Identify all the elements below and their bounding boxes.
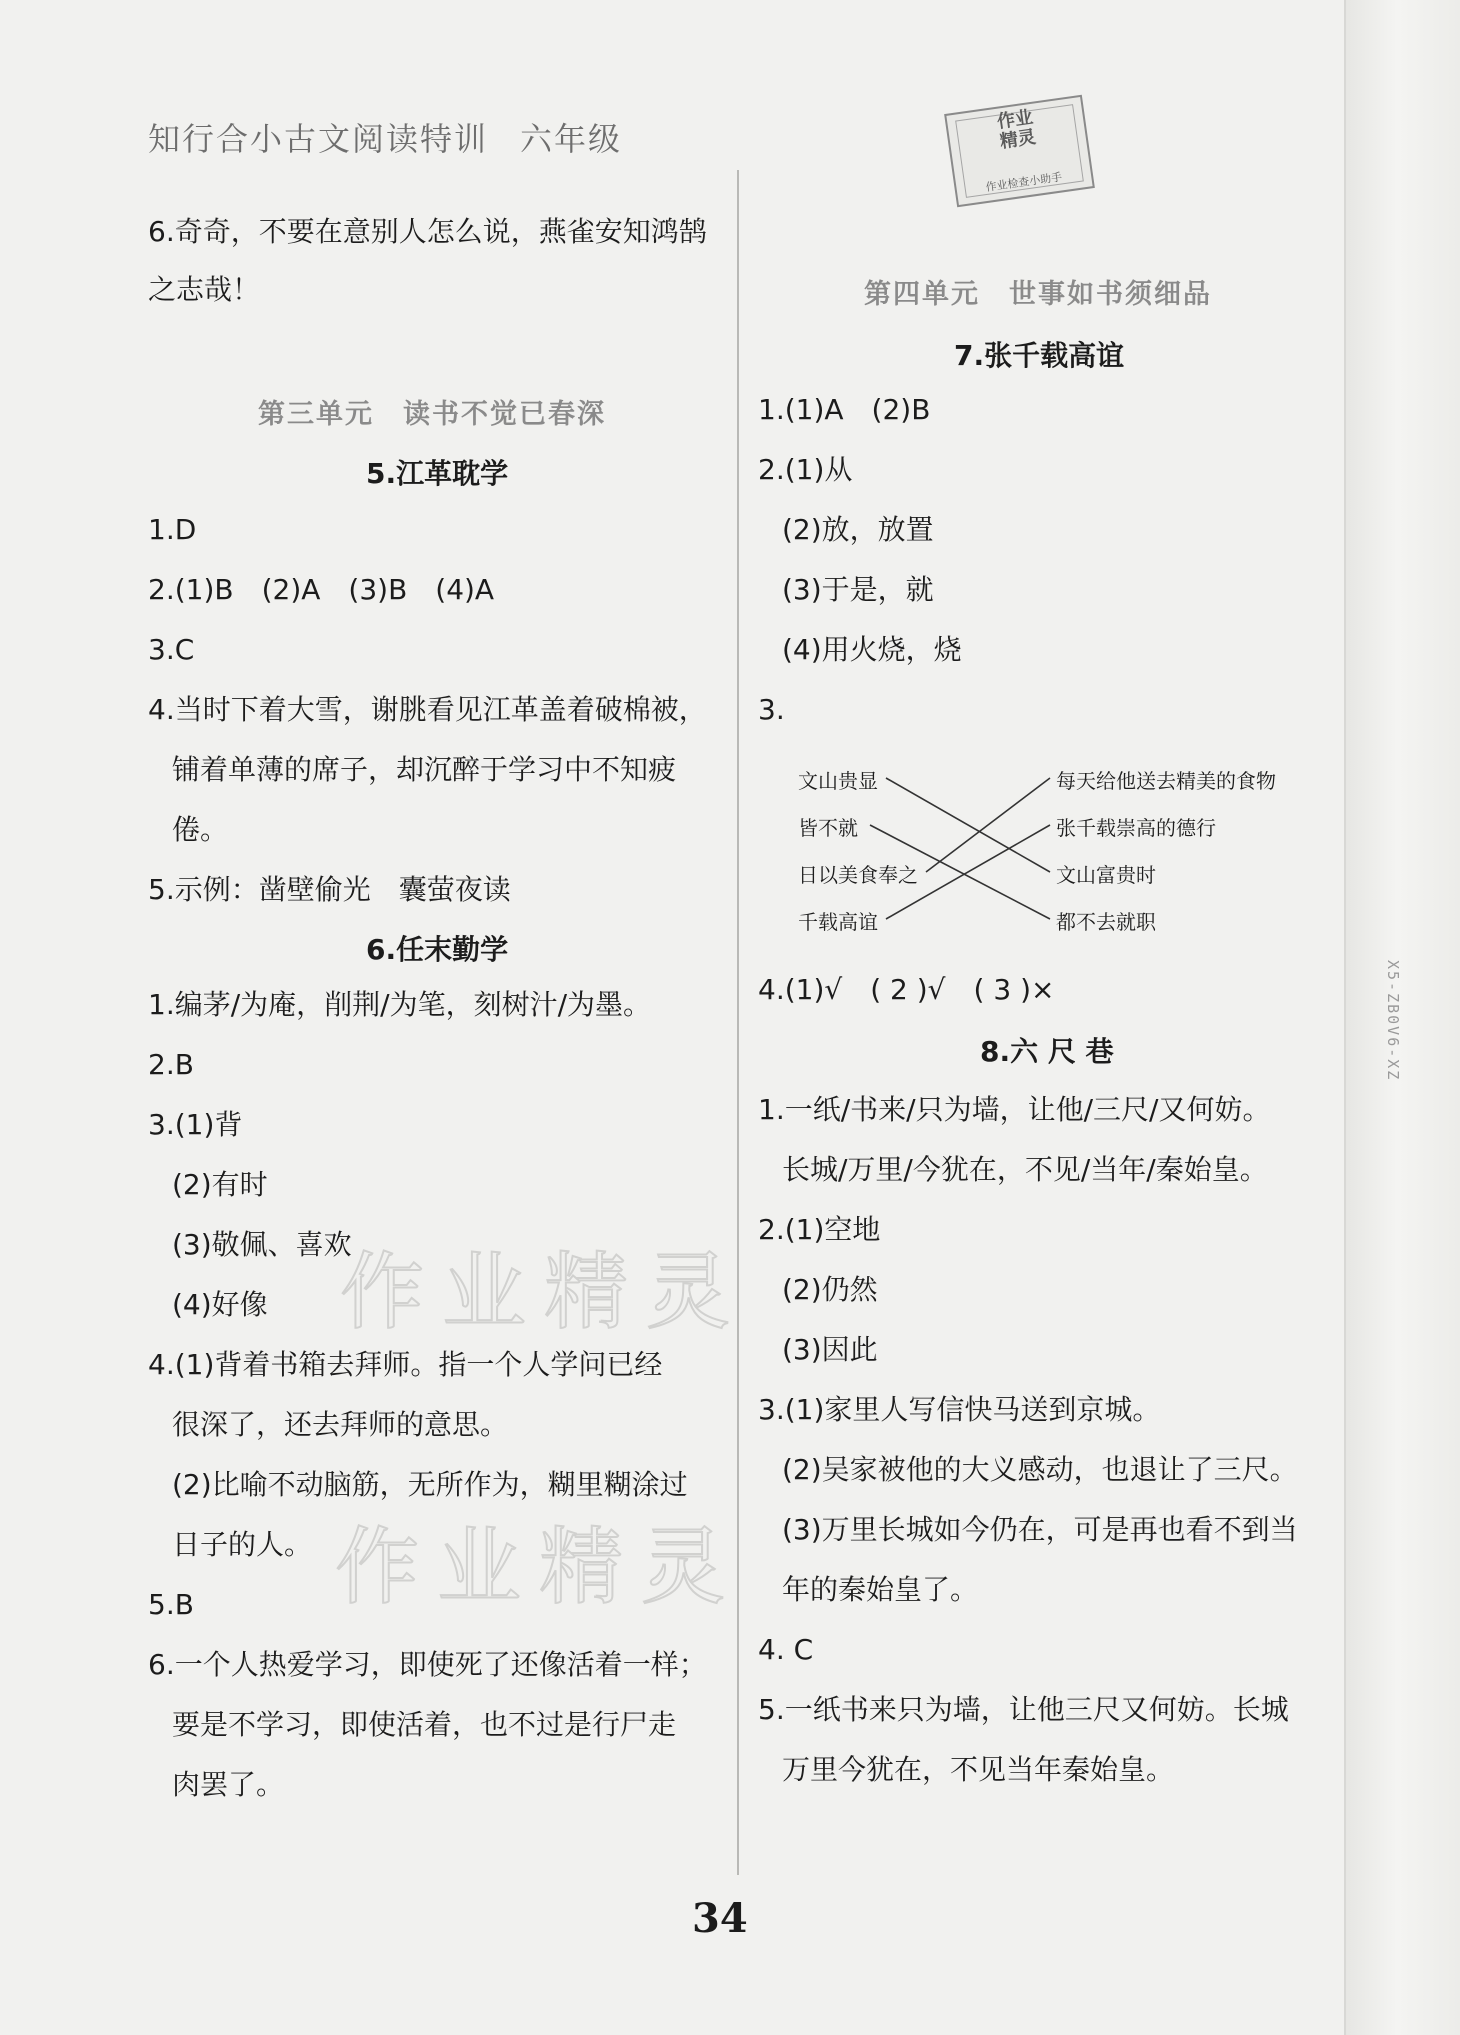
answer-line: 年的秦始皇了。: [782, 1573, 979, 1606]
answer-line: 6.一个人热爱学习，即使死了还像活着一样；: [148, 1648, 707, 1681]
intro-line-2: 之志哉！: [148, 273, 261, 306]
match-line: [870, 825, 1050, 919]
answer-line: 3.: [758, 693, 785, 726]
answer-line: 3.C: [148, 633, 195, 666]
intro-line-1: 6.奇奇，不要在意别人怎么说，燕雀安知鸿鹄: [148, 215, 707, 248]
answer-line: (2)有时: [172, 1168, 268, 1201]
answer-line: (4)用火烧，烧: [782, 633, 962, 666]
match-left-item: 文山贵显: [798, 769, 878, 793]
answer-line: 日子的人。: [172, 1528, 313, 1561]
match-right-item: 每天给他送去精美的食物: [1056, 769, 1276, 793]
matching-lines: [758, 0, 1318, 1000]
answer-line: (2)比喻不动脑筋，无所作为，糊里糊涂过: [172, 1468, 688, 1501]
answer-line: 1.编茅/为庵，削荆/为笔，刻树汁/为墨。: [148, 988, 652, 1021]
unit-4-heading: 第四单元 世事如书须细品: [864, 279, 1212, 310]
lesson-7-title: 7.张千载高谊: [954, 339, 1125, 372]
answer-line: 4.当时下着大雪，谢朓看见江革盖着破棉被，: [148, 693, 707, 726]
answer-line: (2)放，放置: [782, 513, 934, 546]
match-left-item: 日以美食奉之: [798, 863, 918, 887]
page-edge: [1345, 0, 1460, 2035]
match-line: [926, 778, 1050, 872]
grade-label: 六年级: [520, 120, 623, 158]
answer-line: 2.B: [148, 1048, 194, 1081]
answer-line: 很深了，还去拜师的意思。: [172, 1408, 509, 1441]
lesson-8-title: 8.六 尺 巷: [980, 1035, 1114, 1068]
watermark: 作业精灵: [335, 1518, 744, 1616]
match-line: [886, 778, 1050, 872]
answer-line: 1.D: [148, 513, 197, 546]
answer-line: 1.一纸/书来/只为墙，让他/三尺/又何妨。: [758, 1093, 1271, 1126]
lesson-6-title: 6.任末勤学: [366, 933, 509, 966]
answer-line: 4. C: [758, 1633, 814, 1666]
answer-line: (3)因此: [782, 1333, 878, 1366]
answer-line: 长城/万里/今犹在，不见/当年/秦始皇。: [782, 1153, 1268, 1186]
page-number: 34: [692, 1895, 748, 1942]
answer-line: 1.(1)A (2)B: [758, 393, 931, 426]
answer-line: 5.一纸书来只为墙，让他三尺又何妨。长城: [758, 1693, 1289, 1726]
answer-line: (2)仍然: [782, 1273, 878, 1306]
answer-line: 2.(1)B (2)A (3)B (4)A: [148, 573, 495, 606]
answer-line: (3)于是，就: [782, 573, 934, 606]
match-line: [886, 825, 1050, 919]
answer-line: 5.B: [148, 1588, 194, 1621]
unit-3-heading: 第三单元 读书不觉已春深: [258, 399, 606, 430]
answer-line: (3)万里长城如今仍在，可是再也看不到当: [782, 1513, 1298, 1546]
answer-line: 要是不学习，即使活着，也不过是行尸走: [172, 1708, 677, 1741]
page-fold-line: [1344, 0, 1346, 2035]
answer-line: (2)吴家被他的大义感动，也退让了三尺。: [782, 1453, 1298, 1486]
answer-line: (3)敬佩、喜欢: [172, 1228, 352, 1261]
book-title: 知行合小古文阅读特训: [148, 120, 489, 158]
answer-line: 2.(1)空地: [758, 1213, 881, 1246]
stamp-title: 作业 精灵: [995, 106, 1038, 153]
page-header: [148, 114, 654, 160]
answer-line: 铺着单薄的席子，却沉醉于学习中不知疲: [172, 753, 677, 786]
answer-line: 肉罢了。: [172, 1768, 285, 1801]
answer-line: 倦。: [172, 813, 229, 846]
watermark: 作业精灵: [340, 1243, 749, 1341]
answer-line: 3.(1)家里人写信快马送到京城。: [758, 1393, 1161, 1426]
match-left-item: 皆不就: [798, 816, 858, 840]
match-right-item: 文山富贵时: [1056, 863, 1156, 887]
answer-line: 3.(1)背: [148, 1108, 243, 1141]
lesson-5-title: 5.江革耽学: [366, 457, 509, 490]
match-right-item: 都不去就职: [1056, 910, 1156, 934]
answer-line: 5.示例：凿壁偷光 囊萤夜读: [148, 873, 511, 906]
answer-line: 4.(1)√ ( 2 )√ ( 3 )×: [758, 973, 1055, 1006]
answer-line: (4)好像: [172, 1288, 268, 1321]
answer-line: 2.(1)从: [758, 453, 853, 486]
answer-line: 万里今犹在，不见当年秦始皇。: [782, 1753, 1175, 1786]
edge-code: X5-ZB0V6-XZ: [1384, 960, 1402, 1082]
match-right-item: 张千载崇高的德行: [1056, 816, 1216, 840]
match-left-item: 千载高谊: [798, 910, 878, 934]
stamp-subtitle: 作业检查小助手: [984, 170, 1063, 194]
answer-line: 4.(1)背着书箱去拜师。指一个人学问已经: [148, 1348, 663, 1381]
